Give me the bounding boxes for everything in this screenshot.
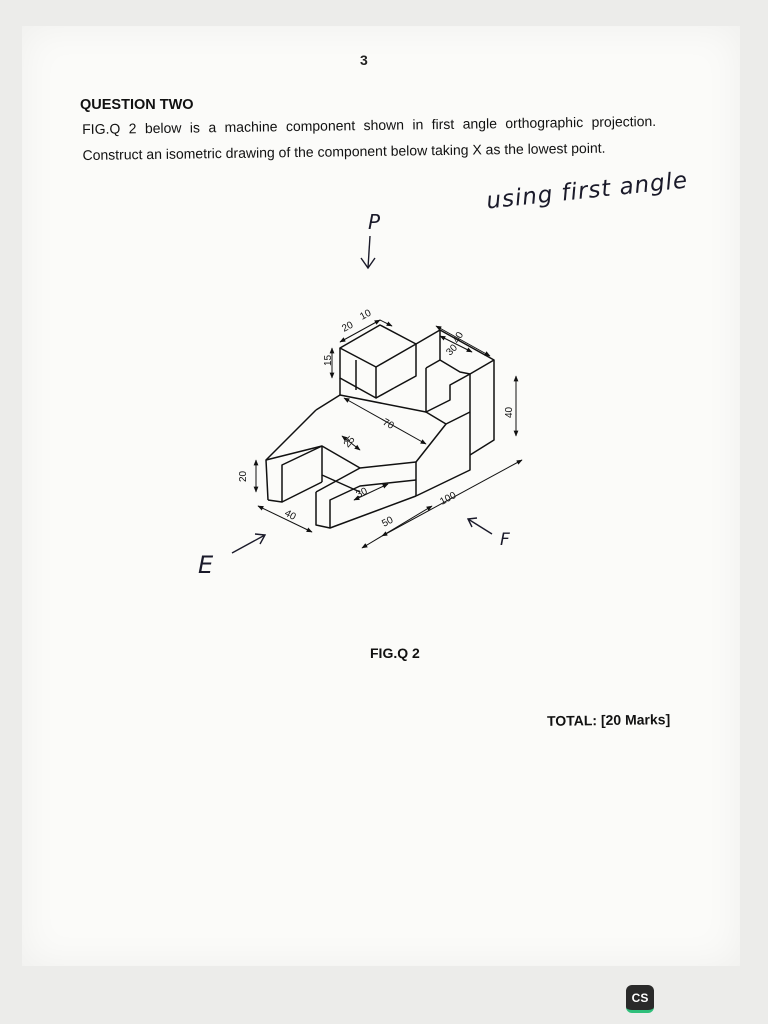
dim-100: 100 bbox=[438, 490, 459, 508]
question-heading: QUESTION TWO bbox=[80, 97, 194, 113]
handwritten-note: using first angle bbox=[485, 167, 690, 215]
dim-70: 70 bbox=[380, 416, 396, 432]
page-number: 3 bbox=[360, 52, 368, 68]
handwritten-f-label: F bbox=[500, 530, 510, 550]
handwritten-e-label: E bbox=[198, 551, 214, 579]
view-arrow-p bbox=[361, 236, 375, 268]
dim-20-top: 20 bbox=[340, 319, 356, 335]
camscanner-logo: CS bbox=[626, 985, 654, 1013]
dim-50: 50 bbox=[380, 514, 396, 530]
question-text: FIG.Q 2 below is a machine component shown in first angle orthographic projection. Construct an isometric drawing of the component below taking X as the lowest point. bbox=[82, 112, 657, 163]
dim-40-right: 40 bbox=[504, 406, 515, 418]
total-marks: TOTAL: [20 Marks] bbox=[546, 711, 671, 729]
dim-25: 25 bbox=[341, 434, 358, 450]
handwritten-p-label: P bbox=[368, 210, 381, 234]
dim-40-top: 40 bbox=[451, 330, 467, 346]
view-arrow-f bbox=[468, 518, 492, 534]
view-arrow-e bbox=[232, 534, 265, 553]
dim-10: 10 bbox=[358, 307, 374, 323]
isometric-figure bbox=[200, 210, 560, 590]
figure-caption: FIG.Q 2 bbox=[370, 645, 420, 661]
component-outline bbox=[266, 325, 494, 528]
dim-30-top: 30 bbox=[444, 342, 460, 359]
dim-40-left: 40 bbox=[282, 507, 298, 523]
dim-20-left: 20 bbox=[238, 470, 249, 482]
dim-30-slot: 30 bbox=[354, 485, 370, 501]
dim-15: 15 bbox=[323, 354, 334, 366]
